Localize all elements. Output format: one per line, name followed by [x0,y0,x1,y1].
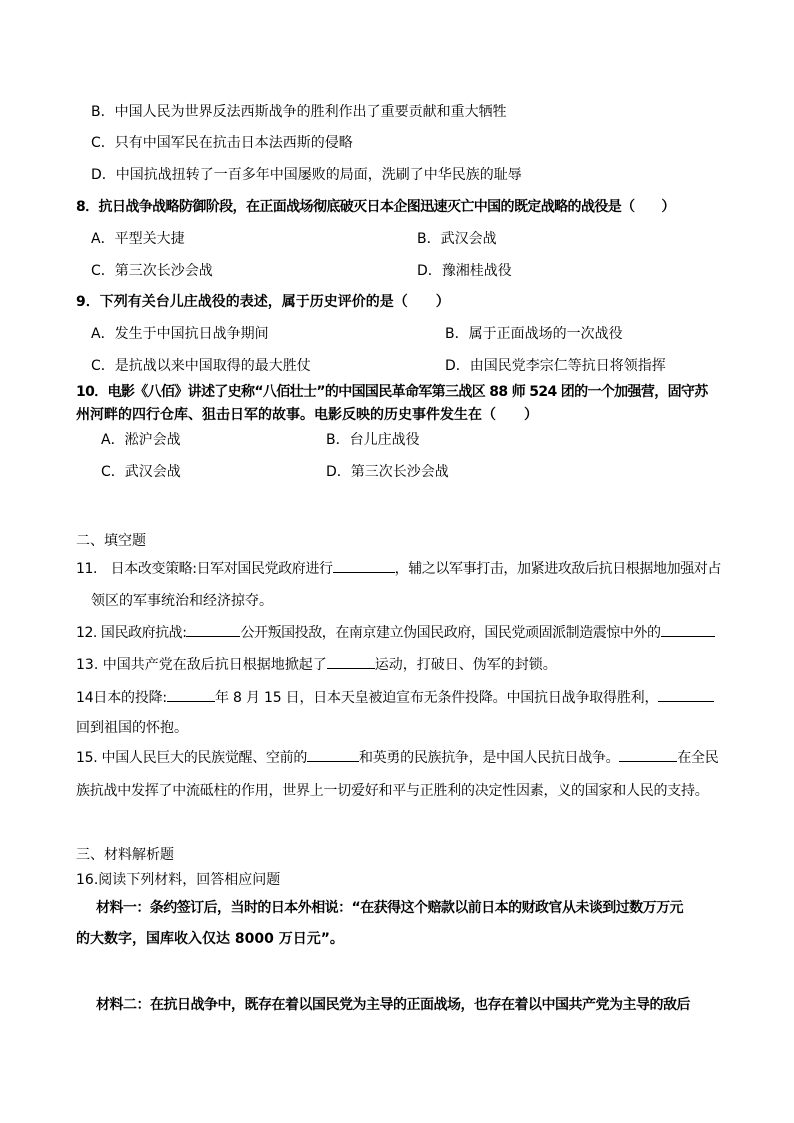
q13-blank[interactable] [327,655,375,669]
q15-text-c: 在全民 [677,750,719,766]
q9-option-a: A．发生于中国抗日战争期间 [91,326,269,342]
q10-stem-line1: 10．电影《八佰》讲述了史称“八佰壮士”的中国国民革命军第三战区 88 师 524 团的一个加强营，固守苏 [76,384,708,400]
q11-line1 [76,559,721,578]
q8-option-a: A．平型关大捷 [91,231,185,247]
q12-line [76,623,715,642]
q15-line1 [76,748,718,767]
material-2-line1: 材料二：在抗日战争中，既存在着以国民党为主导的正面战场，也存在着以中国共产党为主导的敌后 [96,997,690,1013]
q12-text-a: 12. 国民政府抗战: [76,625,187,641]
q14-line1 [76,688,714,707]
q13-text-a: 13. 中国共产党在敌后抗日根据地掀起了 [76,657,327,673]
q7-option-d: D．中国抗战扭转了一百多年中国屡败的局面，洗刷了中华民族的耻辱 [91,167,522,183]
q15-blank-1[interactable] [307,748,359,762]
q14-blank-2[interactable] [658,688,714,702]
q10-option-d: D．第三次长沙会战 [326,464,449,480]
q15-text-a: 15. 中国人民巨大的民族觉醒、空前的 [76,750,308,766]
q9-option-d: D．由国民党李宗仁等抗日将领指挥 [445,358,666,374]
q15-text-b: 和英勇的民族抗争，是中国人民抗日战争。 [359,750,620,766]
q9-stem: 9．下列有关台儿庄战役的表述，属于历史评价的是（ ） [76,294,450,310]
q8-stem: 8．抗日战争战略防御阶段，在正面战场彻底破灭日本企图迅速灭亡中国的既定战略的战役是（ ） [76,199,675,215]
material-1-line1: 材料一：条约签订后，当时的日本外相说：“在获得这个赔款以前日本的财政官从未谈到过数万万元 [96,900,683,916]
q7-option-c: C．只有中国军民在抗击日本法西斯的侵略 [91,135,353,151]
q12-text-b: 公开叛国投敌，在南京建立伪国民政府，国民党顽固派制造震惊中外的 [240,625,661,641]
q16-intro: 16.阅读下列材料，回答相应问题 [76,872,281,888]
q12-blank-1[interactable] [186,623,240,637]
q10-option-c: C．武汉会战 [101,464,181,480]
q12-blank-2[interactable] [661,623,715,637]
q15-line2: 族抗战中发挥了中流砥柱的作用，世界上一切爱好和平与正胜利的决定性因素，义的国家和人民的支持。 [76,783,709,799]
q14-text-a: 14日本的投降: [76,690,167,706]
q10-option-b: B．台儿庄战役 [326,432,420,448]
section3-title: 三、材料解析题 [76,847,174,863]
q11-text-b: ，辅之以军事打击，加紧进攻敌后抗日根据地加强对占 [394,561,721,577]
q8-option-b: B．武汉会战 [417,231,497,247]
q10-stem-line2: 州河畔的四行仓库、狙击日军的故事。电影反映的历史事件发生在（ ） [76,407,538,423]
q9-option-b: B．属于正面战场的一次战役 [445,326,623,342]
q11-blank[interactable] [333,559,395,573]
section2-title: 二、填空题 [76,533,146,549]
q15-blank-2[interactable] [619,748,677,762]
q8-option-d: D．豫湘桂战役 [417,263,512,279]
material-1-line2: 的大数字，国库收入仅达 8000 万日元”。 [76,931,344,947]
q14-line2: 回到祖国的怀抱。 [76,720,188,736]
q8-option-c: C．第三次长沙会战 [91,263,213,279]
q9-option-c: C．是抗战以来中国取得的最大胜仗 [91,358,311,374]
q10-option-a: A．淞沪会战 [101,432,181,448]
q11-text-a: 11. 日本改变策略:日军对国民党政府进行 [76,561,333,577]
q11-line2: 领区的军事统治和经济掠夺。 [91,593,273,609]
q13-line [76,655,557,674]
q13-text-b: 运动，打破日、伪军的封锁。 [374,657,557,673]
q7-option-b: B．中国人民为世界反法西斯战争的胜利作出了重要贡献和重大牺牲 [91,104,507,120]
q14-blank-1[interactable] [167,688,215,702]
q14-text-b: 年 8 月 15 日，日本天皇被迫宣布无条件投降。中国抗日战争取得胜利， [214,690,659,706]
